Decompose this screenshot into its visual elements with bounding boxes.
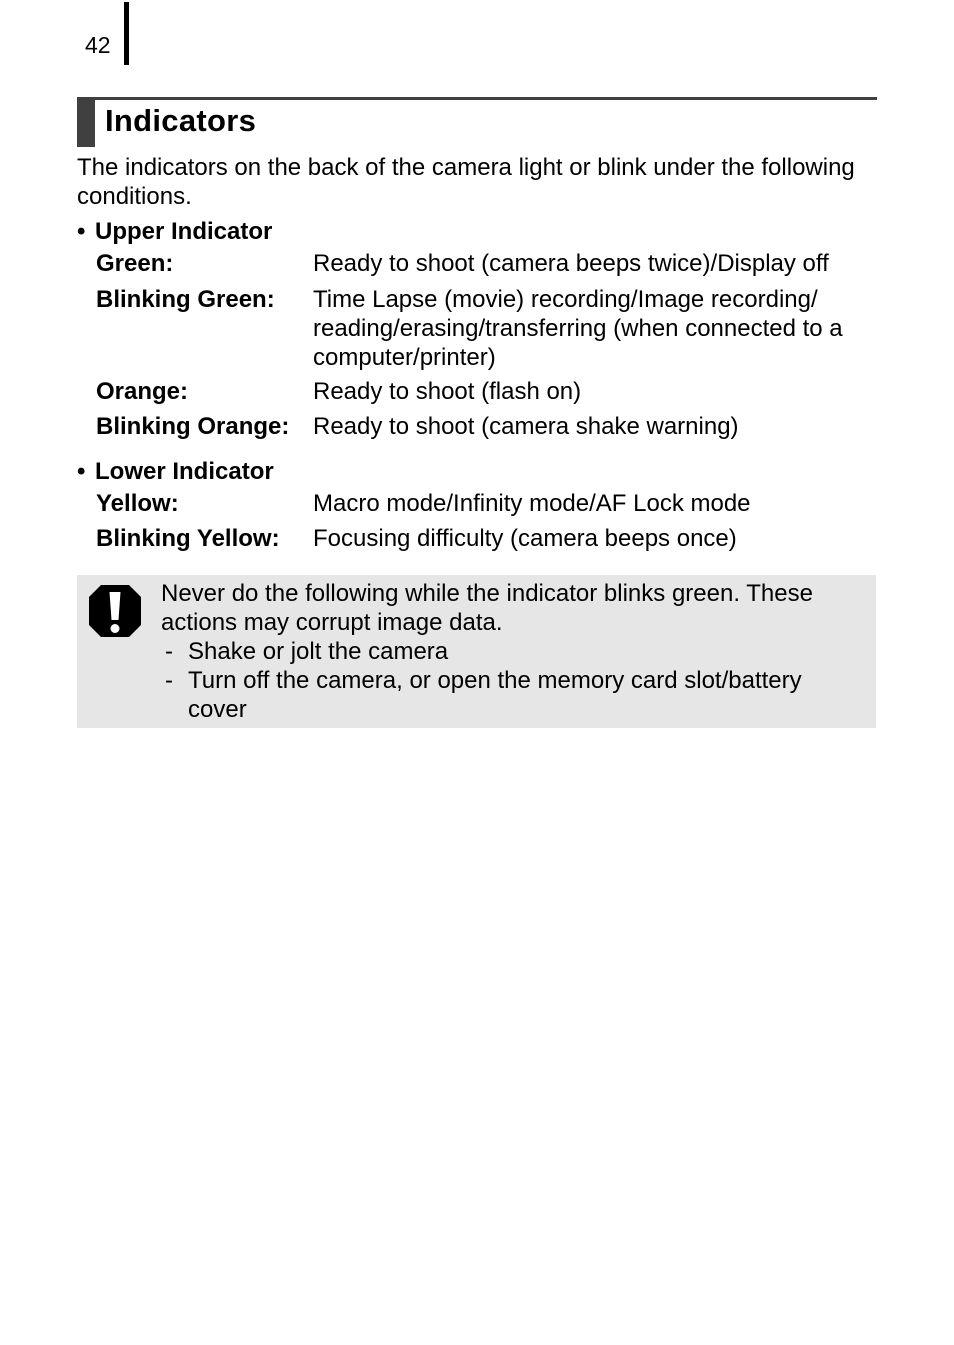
- desc-green: Ready to shoot (camera beeps twice)/Display off: [313, 250, 829, 277]
- upper-indicator-label: Upper Indicator: [95, 218, 273, 245]
- caution-icon: [87, 583, 143, 639]
- term-green: Green:: [96, 250, 174, 277]
- desc-blinking-orange: Ready to shoot (camera shake warning): [313, 413, 739, 440]
- heading-top-line: [95, 97, 877, 100]
- page-number: 42: [85, 32, 111, 58]
- term-blinking-orange: Blinking Orange:: [96, 413, 290, 440]
- desc-orange: Ready to shoot (flash on): [313, 378, 582, 405]
- section-heading: Indicators: [105, 103, 257, 138]
- caution-item: - Shake or jolt the camera: [165, 638, 449, 665]
- caution-note: [77, 575, 876, 728]
- desc-blinking-green: Time Lapse (movie) recording/Image recording/ reading/erasing/transferring (when connected to a computer/printer): [313, 286, 843, 371]
- caution-item-text: Shake or jolt the camera: [188, 638, 449, 665]
- caution-text-block: [161, 579, 866, 724]
- caution-list: [161, 637, 866, 724]
- lower-indicator-label: Lower Indicator: [95, 458, 274, 485]
- term-blinking-green: Blinking Green:: [96, 286, 275, 313]
- desc-blinking-yellow: Focusing difficulty (camera beeps once): [313, 525, 737, 552]
- term-orange: Orange:: [96, 378, 189, 405]
- term-blinking-yellow: Blinking Yellow:: [96, 525, 280, 552]
- bullet-icon: •: [77, 458, 86, 485]
- page-number-rule: [124, 2, 129, 65]
- caution-text: Never do the following while the indicator blinks green. These actions may corrupt image data.: [161, 580, 813, 636]
- intro-paragraph: The indicators on the back of the camera light or blink under the following conditions.: [77, 154, 855, 210]
- bullet-icon: •: [77, 218, 86, 245]
- caution-item: - Turn off the camera, or open the memory card slot/battery cover: [165, 667, 802, 723]
- term-yellow: Yellow:: [96, 490, 179, 517]
- heading-left-block: [77, 97, 95, 147]
- upper-indicator-title: [77, 217, 272, 246]
- lower-indicator-title: [77, 457, 274, 486]
- caution-item-text: Turn off the camera, or open the memory card slot/battery cover: [188, 667, 802, 723]
- desc-yellow: Macro mode/Infinity mode/AF Lock mode: [313, 490, 751, 517]
